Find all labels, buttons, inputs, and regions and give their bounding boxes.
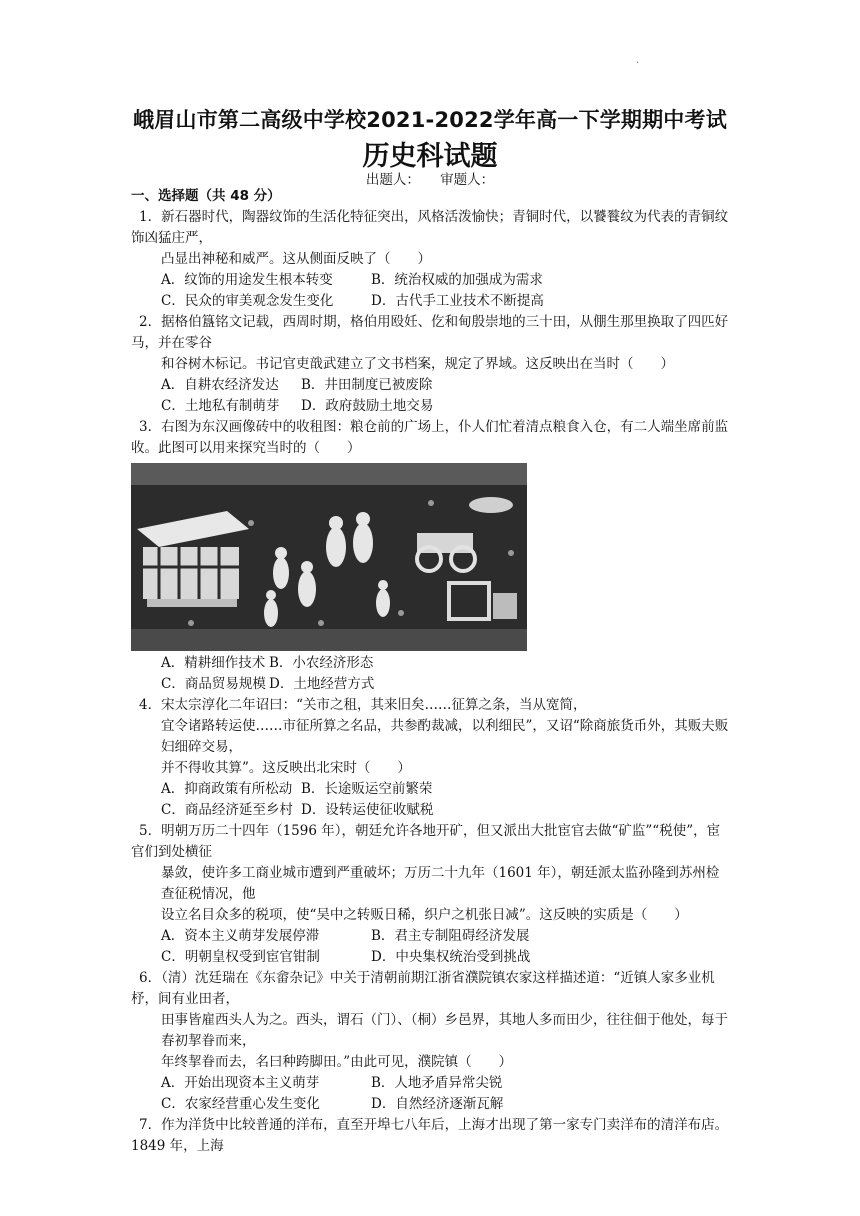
question-4-line-1: 4．宋太宗淳化二年诏曰：“关市之租，其来旧矣……征算之条，当从宽简， <box>139 697 587 713</box>
option-c[interactable]: C．商品贸易规模 <box>161 676 266 692</box>
option-c[interactable]: C．商品经济延至乡村 <box>161 802 293 818</box>
option-c[interactable]: C．土地私有制萌芽 <box>161 398 280 414</box>
option-a[interactable]: A．自耕农经济发达 <box>161 377 279 393</box>
corner-dot: · <box>636 58 640 69</box>
option-b[interactable]: B．君主专制阻碍经济发展 <box>371 928 530 944</box>
option-d[interactable]: D．自然经济逐渐瓦解 <box>371 1096 504 1112</box>
question-3-line-1: 3．右图为东汉画像砖中的收租图：粮仓前的广场上，仆人们忙着清点粮食入仓，有二人端坐席前监收。此图可以用来探究当时的（ ） <box>131 419 729 456</box>
option-d[interactable]: D．土地经营方式 <box>269 676 375 692</box>
setter-label: 出题人： <box>365 172 420 188</box>
option-b[interactable]: B．人地矛盾异常尖锐 <box>371 1075 503 1091</box>
rent-collection-relief-image <box>131 463 527 651</box>
question-6-line-2: 田事皆雇西头人为之。西头，谓石（门）、（桐）乡邑界，其地人多而田少，往往佃于他处，每于春初挈眷而来， <box>161 1012 728 1049</box>
question-5-line-2: 暴敛，使许多工商业城市遭到严重破坏；万历二十九年（1601 年），朝廷派太监孙隆到苏州检查征税情况，他 <box>161 865 720 902</box>
question-2-line-1: 2．据格伯簋铭文记载，西周时期，格伯用殴妊、仡和甸殷崇地的三十田，从倗生那里换取了四匹好马，并在零谷 <box>131 314 729 351</box>
question-3-options-row-1 <box>131 653 731 674</box>
question-5-line-3: 设立名目众多的税项，使“吴中之转贩日稀，织户之机张日减”。这反映的实质是（ ） <box>161 907 688 923</box>
option-a[interactable]: A．精耕细作技术 <box>161 655 266 671</box>
exam-subtitle: 历史科试题 <box>362 141 498 172</box>
option-c[interactable]: C．明朝皇权受到宦官钳制 <box>161 949 320 965</box>
question-2-line-2: 和谷树木标记。书记官吏戠武建立了文书档案，规定了界域。这反映出在当时（ ） <box>161 356 674 372</box>
question-5-options-row-2 <box>131 947 731 968</box>
question-4-line-2: 宜令诸路转运使……市征所算之名品，共参酌裁减，以利细民”，又诏“除商旅货币外，其贩夫贩妇细碎交易， <box>161 718 729 755</box>
reviewer-label: 审题人： <box>440 172 495 188</box>
question-6-line-3: 年终挈眷而去，名曰种跨脚田。”由此可见，濮院镇（ ） <box>161 1054 513 1070</box>
option-b[interactable]: B．井田制度已被废除 <box>301 377 433 393</box>
option-d[interactable]: D．中央集权统治受到挑战 <box>371 949 531 965</box>
option-a[interactable]: A．纹饰的用途发生根本转变 <box>161 272 333 288</box>
section-heading: 一、选择题（共 48 分） <box>131 188 281 204</box>
question-3-options-row-2 <box>131 674 731 695</box>
question-7-line-1: 7．作为洋货中比较普通的洋布，直至开埠七八年后，上海才出现了第一家专门卖洋布的清洋布店。1849 年，上海 <box>131 1117 729 1154</box>
option-d[interactable]: D．古代手工业技术不断提高 <box>371 293 544 309</box>
question-4-line-3: 并不得收其算”。这反映出北宋时（ ） <box>161 760 411 776</box>
exam-title: 峨眉山市第二高级中学校2021-2022学年高一下学期期中考试 <box>133 108 727 132</box>
question-4-options-row-2 <box>131 800 731 821</box>
option-c[interactable]: C．农家经营重心发生变化 <box>161 1096 320 1112</box>
option-b[interactable]: B．长途贩运空前繁荣 <box>301 781 433 797</box>
question-6-line-1: 6．（清）沈廷瑞在《东畲杂记》中关于清朝前期江浙省濮院镇农家这样描述道：“近镇人家多业机杼，间有业田者， <box>131 970 715 1007</box>
exam-content <box>131 186 731 1157</box>
question-2-options-row-2 <box>131 396 731 417</box>
option-b[interactable]: B．小农经济形态 <box>269 655 374 671</box>
question-5-line-1: 5．明朝万历二十四年（1596 年），朝廷允许各地开矿，但又派出大批宦官去做“矿监”“税使”，宦官们到处横征 <box>131 823 721 860</box>
question-1-options-row-2 <box>131 291 731 312</box>
question-6-options-row-2 <box>131 1094 731 1115</box>
option-b[interactable]: B．统治权威的加强成为需求 <box>371 272 543 288</box>
option-d[interactable]: D．设转运使征收赋税 <box>301 802 434 818</box>
question-2-options-row-1 <box>131 375 731 396</box>
option-d[interactable]: D．政府鼓励土地交易 <box>301 398 434 414</box>
option-a[interactable]: A．资本主义萌芽发展停滞 <box>161 928 320 944</box>
authors-line <box>0 168 860 188</box>
question-6-options-row-1 <box>131 1073 731 1094</box>
question-1-options-row-1 <box>131 270 731 291</box>
option-c[interactable]: C．民众的审美观念发生变化 <box>161 293 334 309</box>
question-5-options-row-1 <box>131 926 731 947</box>
option-a[interactable]: A．抑商政策有所松动 <box>161 781 293 797</box>
question-1-line-2: 凸显出神秘和威严。这从侧面反映了（ ） <box>161 251 431 267</box>
option-a[interactable]: A．开始出现资本主义萌芽 <box>161 1075 320 1091</box>
question-4-options-row-1 <box>131 779 731 800</box>
question-1-line-1: 1．新石器时代，陶器纹饰的生活化特征突出，风格活泼愉快；青铜时代，以饕餮纹为代表的青铜纹饰凶猛庄严， <box>131 209 729 246</box>
